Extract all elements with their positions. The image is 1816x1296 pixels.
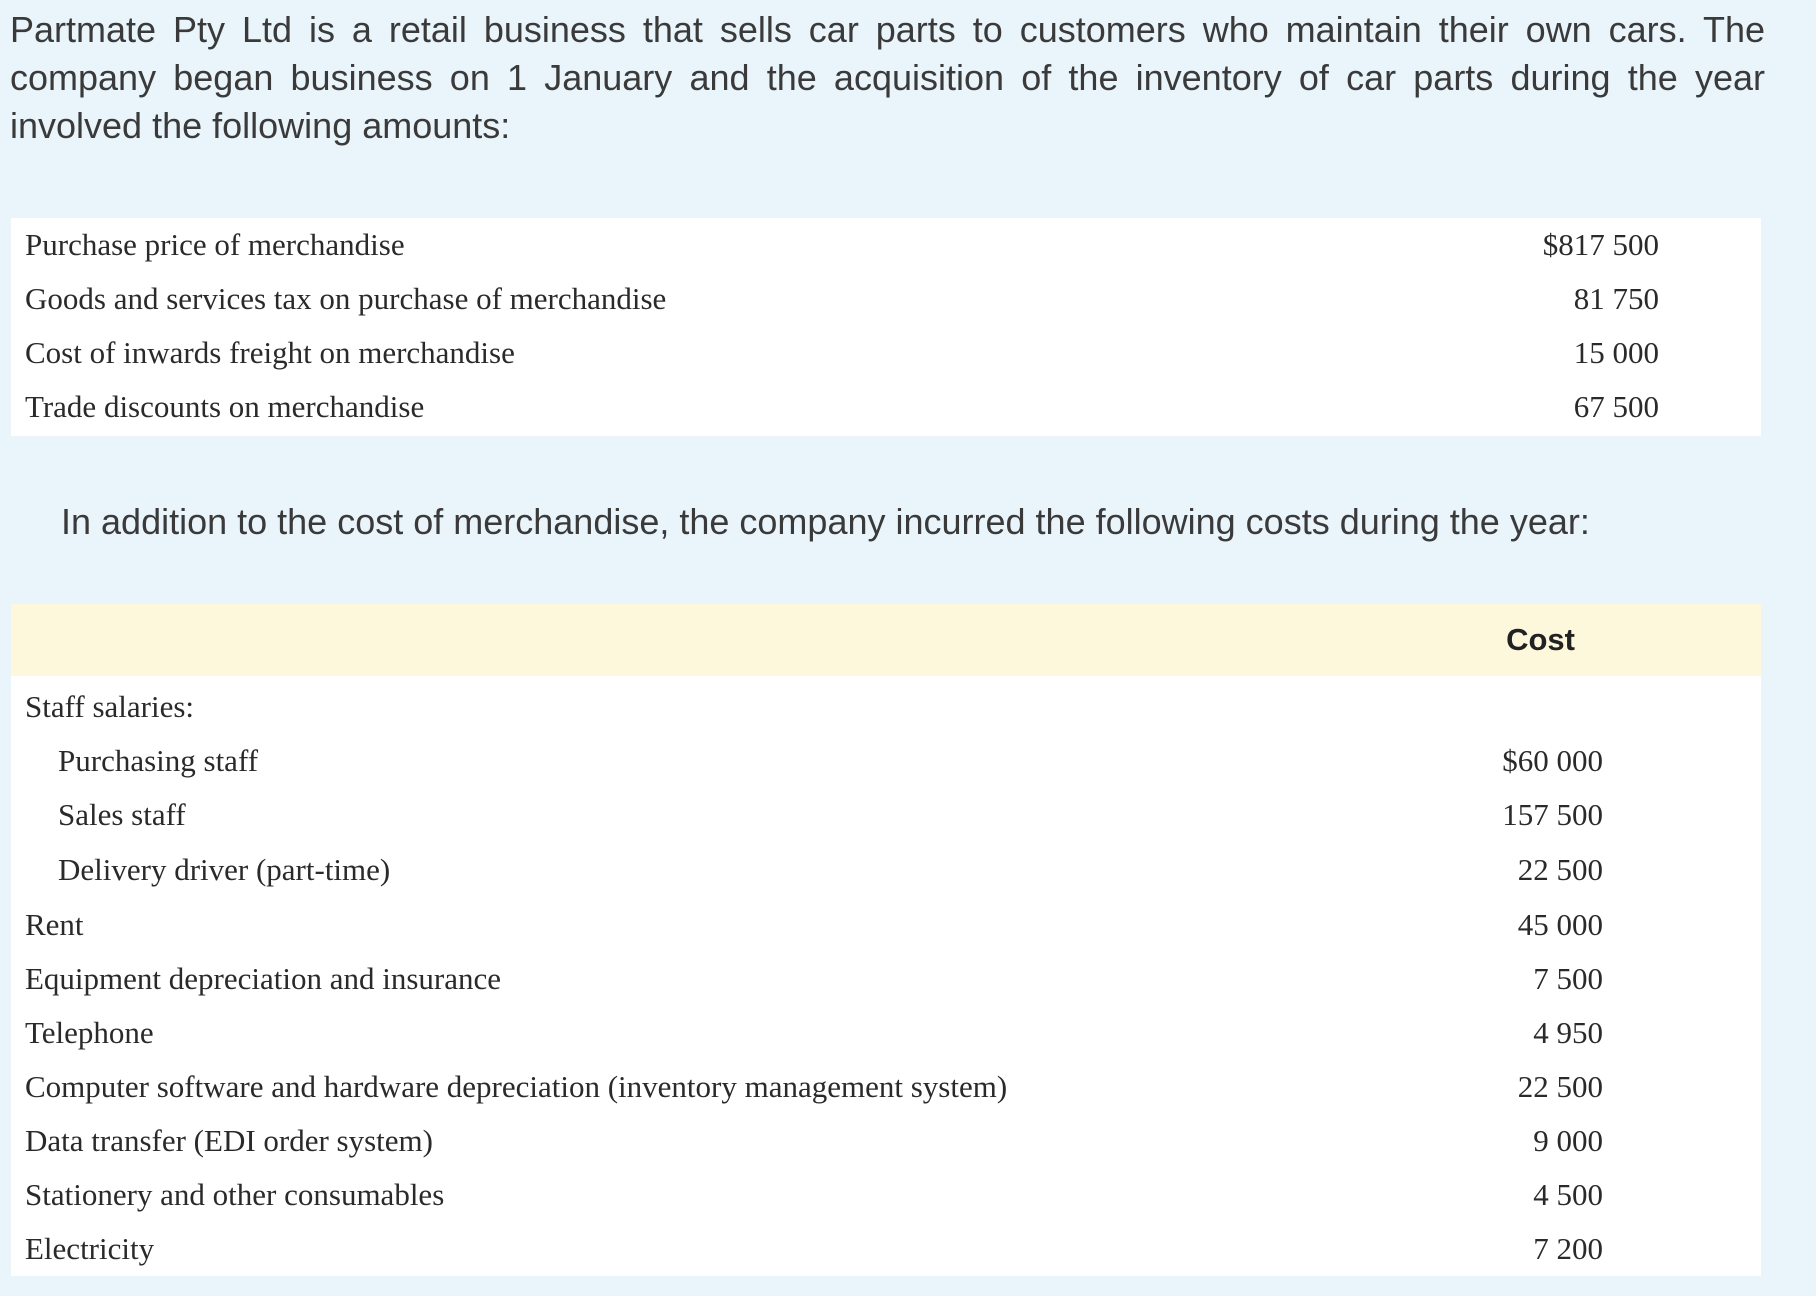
row-amount: 45 000 [1517, 907, 1603, 942]
row-label: Cost of inwards freight on merchandise [25, 335, 515, 370]
costs-table [11, 604, 1761, 1276]
table-row [11, 843, 1761, 897]
merchandise-table [11, 218, 1761, 436]
table-row [11, 326, 1761, 380]
row-label: Goods and services tax on purchase of merchandise [25, 281, 667, 316]
row-label: Telephone [25, 1015, 154, 1050]
row-amount: 7 200 [1533, 1231, 1603, 1266]
row-amount: $817 500 [1542, 227, 1659, 262]
table-row [11, 680, 1761, 734]
row-amount: 81 750 [1573, 281, 1659, 316]
table-row [11, 788, 1761, 842]
row-amount: 7 500 [1533, 961, 1603, 996]
row-amount: 4 500 [1533, 1177, 1603, 1212]
row-label: Electricity [25, 1231, 155, 1266]
row-amount: 67 500 [1573, 389, 1659, 424]
table-row [11, 1222, 1761, 1276]
row-label: Computer software and hardware depreciation (inventory management system) [25, 1069, 1008, 1104]
table-row [11, 1114, 1761, 1168]
table-row [11, 1006, 1761, 1060]
row-label: Equipment depreciation and insurance [25, 961, 502, 996]
row-label: Purchasing staff [58, 743, 259, 778]
costs-intro-text: In addition to the cost of merchandise, the company incurred the following costs during the year: [61, 501, 1590, 542]
row-amount: 22 500 [1517, 852, 1603, 887]
intro-paragraph: Partmate Pty Ltd is a retail business that sells car parts to customers who maintain their own cars. The company began business on 1 January and the acquisition of the inventory of car parts during the year involved the following amounts: [10, 9, 1765, 146]
table-row [11, 380, 1761, 434]
row-label: Rent [25, 907, 84, 942]
table-row [11, 272, 1761, 326]
table-row [11, 898, 1761, 952]
row-label: Delivery driver (part-time) [58, 852, 391, 887]
row-amount: $60 000 [1502, 743, 1603, 778]
row-amount: 4 950 [1533, 1015, 1603, 1050]
row-label: Sales staff [58, 797, 186, 832]
row-amount: 157 500 [1502, 797, 1603, 832]
table-row [11, 1060, 1761, 1114]
row-amount: 15 000 [1573, 335, 1659, 370]
table-header [11, 604, 1761, 676]
table-row [11, 734, 1761, 788]
table-row [11, 1168, 1761, 1222]
row-amount: 9 000 [1533, 1123, 1603, 1158]
table-row [11, 218, 1761, 272]
cost-column-header: Cost [1506, 622, 1575, 657]
row-label: Staff salaries: [25, 689, 195, 724]
row-label: Data transfer (EDI order system) [25, 1123, 433, 1158]
table-row [11, 952, 1761, 1006]
row-label: Purchase price of merchandise [25, 227, 405, 262]
row-label: Stationery and other consumables [25, 1177, 445, 1212]
row-amount: 22 500 [1517, 1069, 1603, 1104]
row-label: Trade discounts on merchandise [25, 389, 425, 424]
